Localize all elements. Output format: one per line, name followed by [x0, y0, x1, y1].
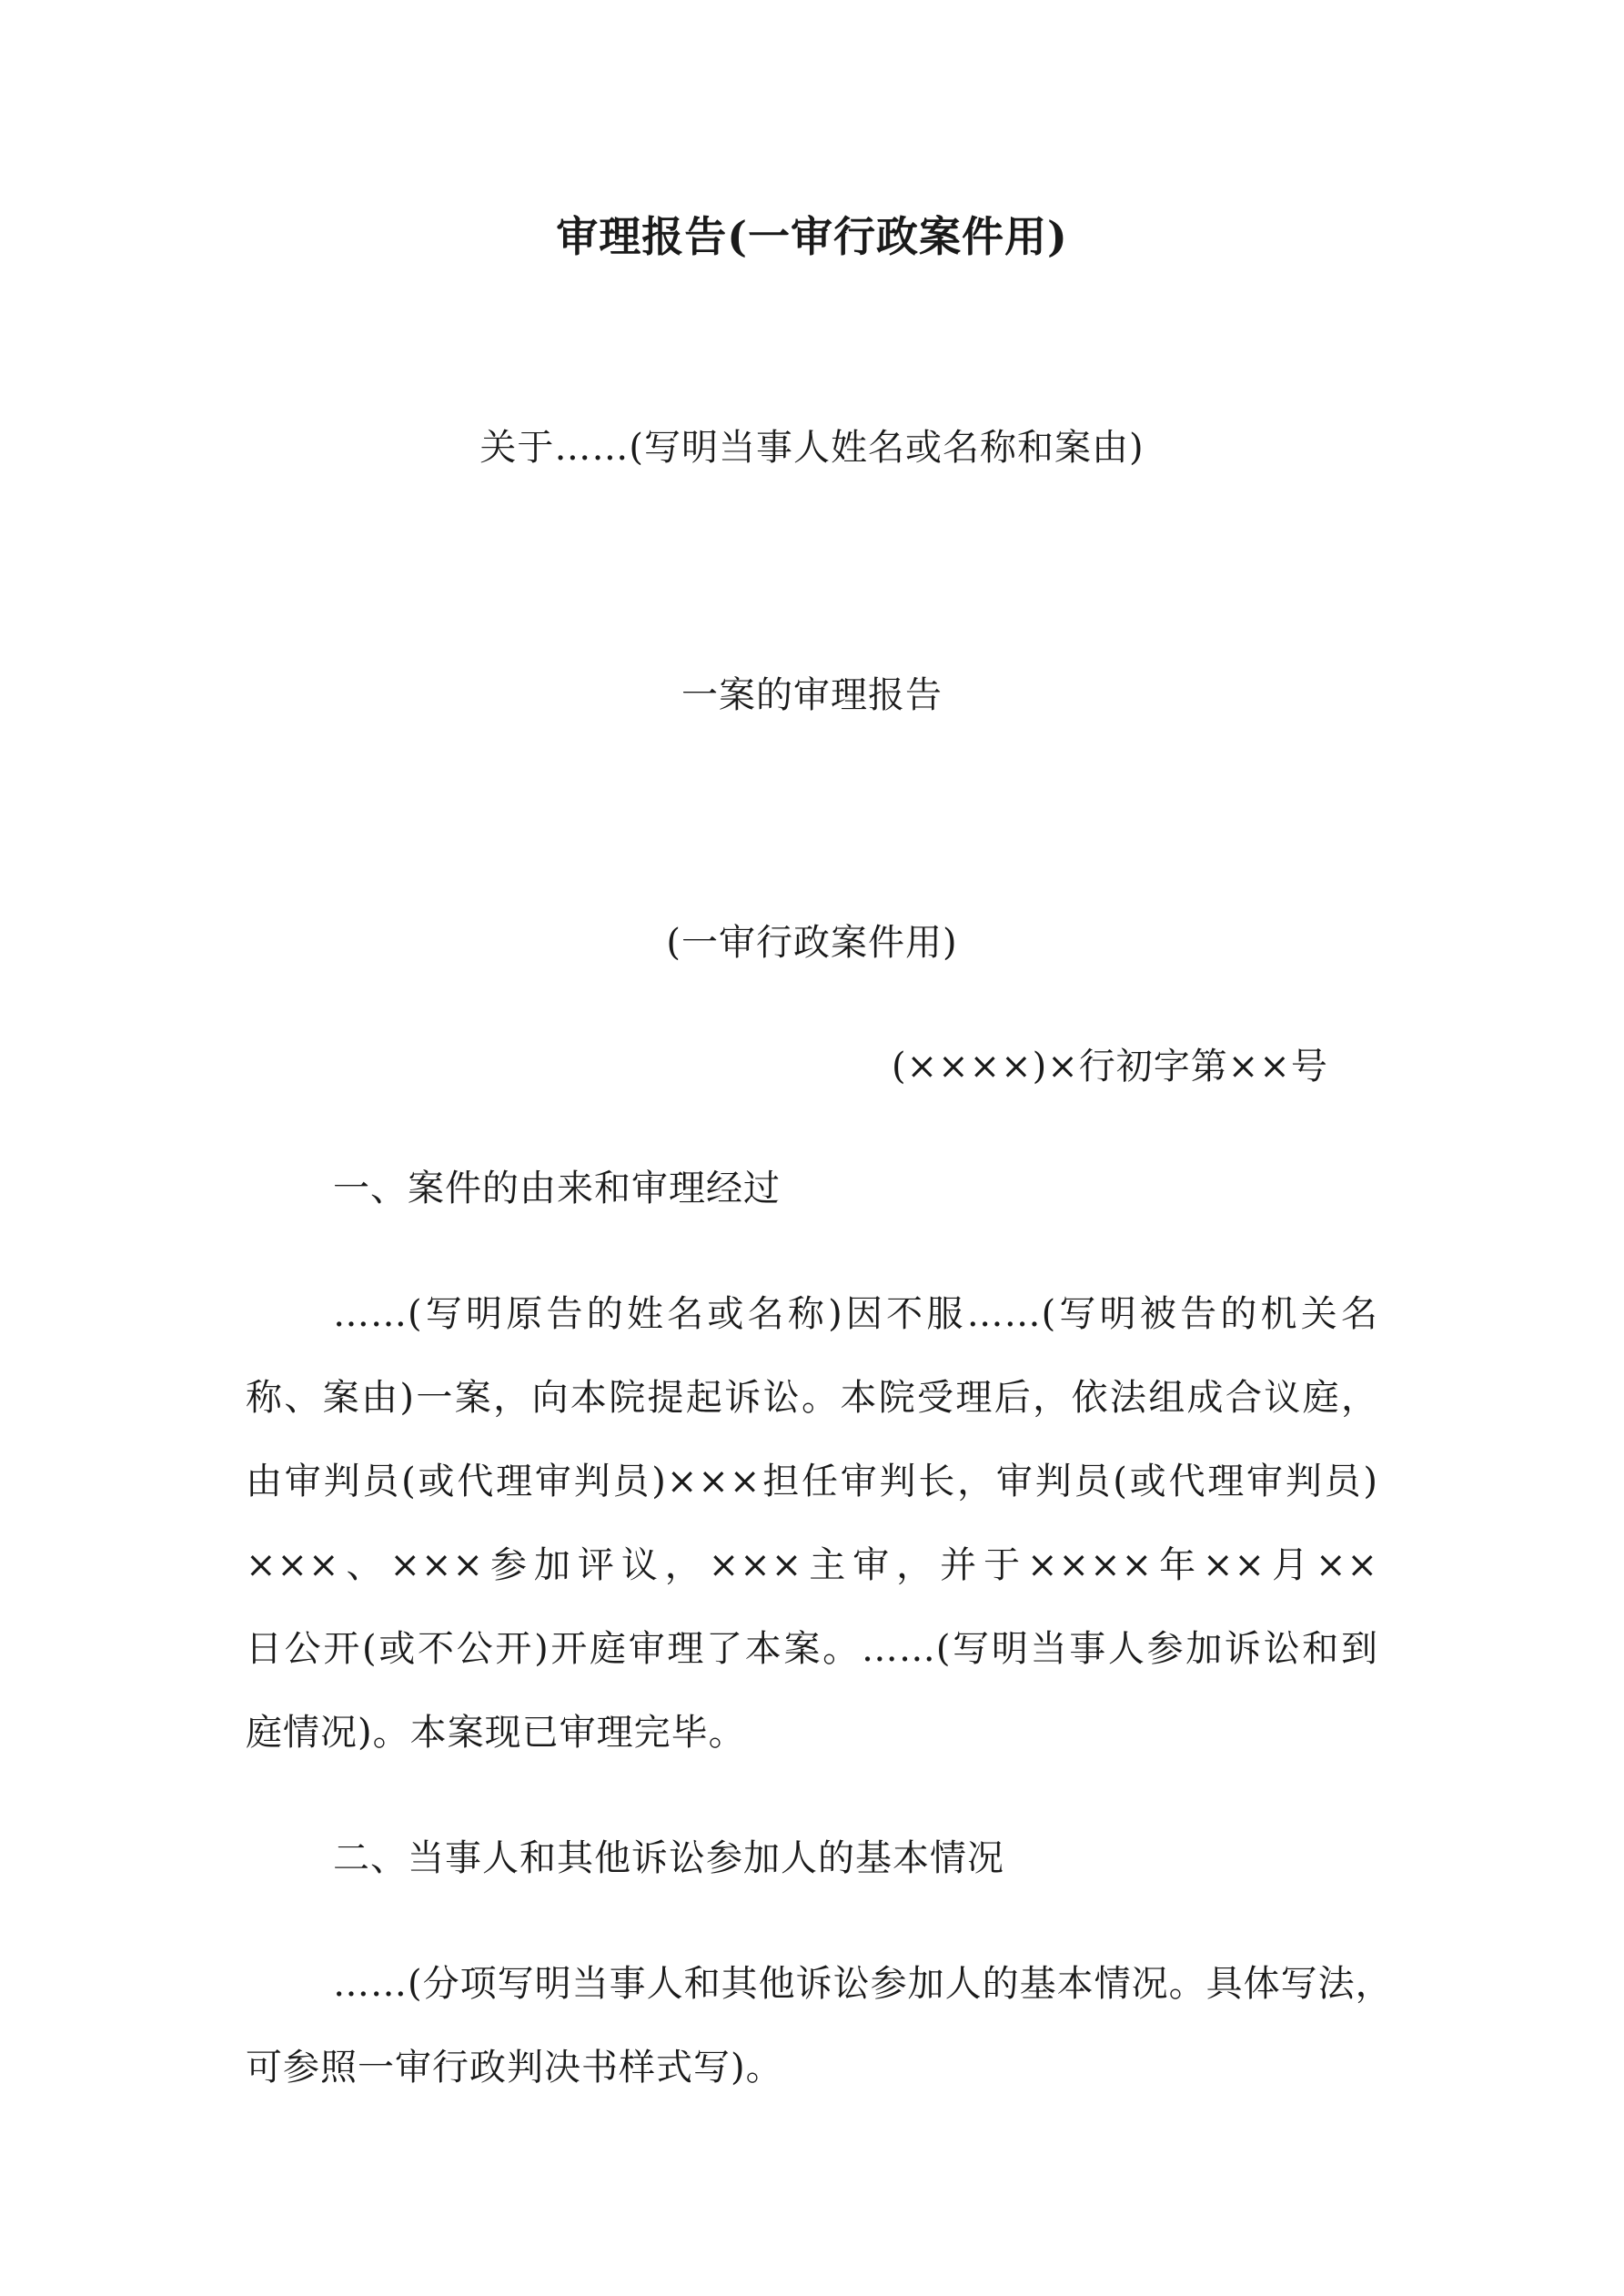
section1-heading: 一、案件的由来和审理经过 [333, 1168, 781, 1209]
section2-paragraph-line: ……(分项写明当事人和其他诉讼参加人的基本情况。具体写法， [333, 1963, 1393, 2005]
subtitle-about: 关于……(写明当事人姓名或名称和案由) [479, 427, 1145, 469]
section2-paragraph-line: 可参照一审行政判决书样式写)。 [246, 2047, 783, 2089]
section1-paragraph-line: ……(写明原告的姓名或名称)因不服……(写明被告的机关名 [333, 1293, 1378, 1335]
section1-paragraph-line: 庭情况)。本案现已审理完毕。 [246, 1712, 746, 1754]
section2-heading: 二、当事人和其他诉讼参加人的基本情况 [333, 1837, 1004, 1879]
case-number: (××××)×行初字第××号 [892, 1046, 1328, 1087]
section1-paragraph-line: 称、案由)一案，向本院提起诉讼。本院受理后，依法组成合议庭， [246, 1377, 1378, 1419]
subtitle-usage: (一审行政案件用) [666, 922, 958, 964]
section1-paragraph-line: ×××、×××参加评议，×××主审，并于××××年××月×× [246, 1544, 1378, 1586]
subtitle-case: 一案的审理报告 [681, 674, 943, 716]
section1-paragraph-line: 由审判员(或代理审判员)×××担任审判长，审判员(或代理审判员) [246, 1461, 1378, 1502]
document-title: 审理报告(一审行政案件用) [556, 212, 1068, 261]
section1-paragraph-line: 日公开(或不公开)开庭审理了本案。……(写明当事人参加诉讼和到 [246, 1628, 1378, 1670]
